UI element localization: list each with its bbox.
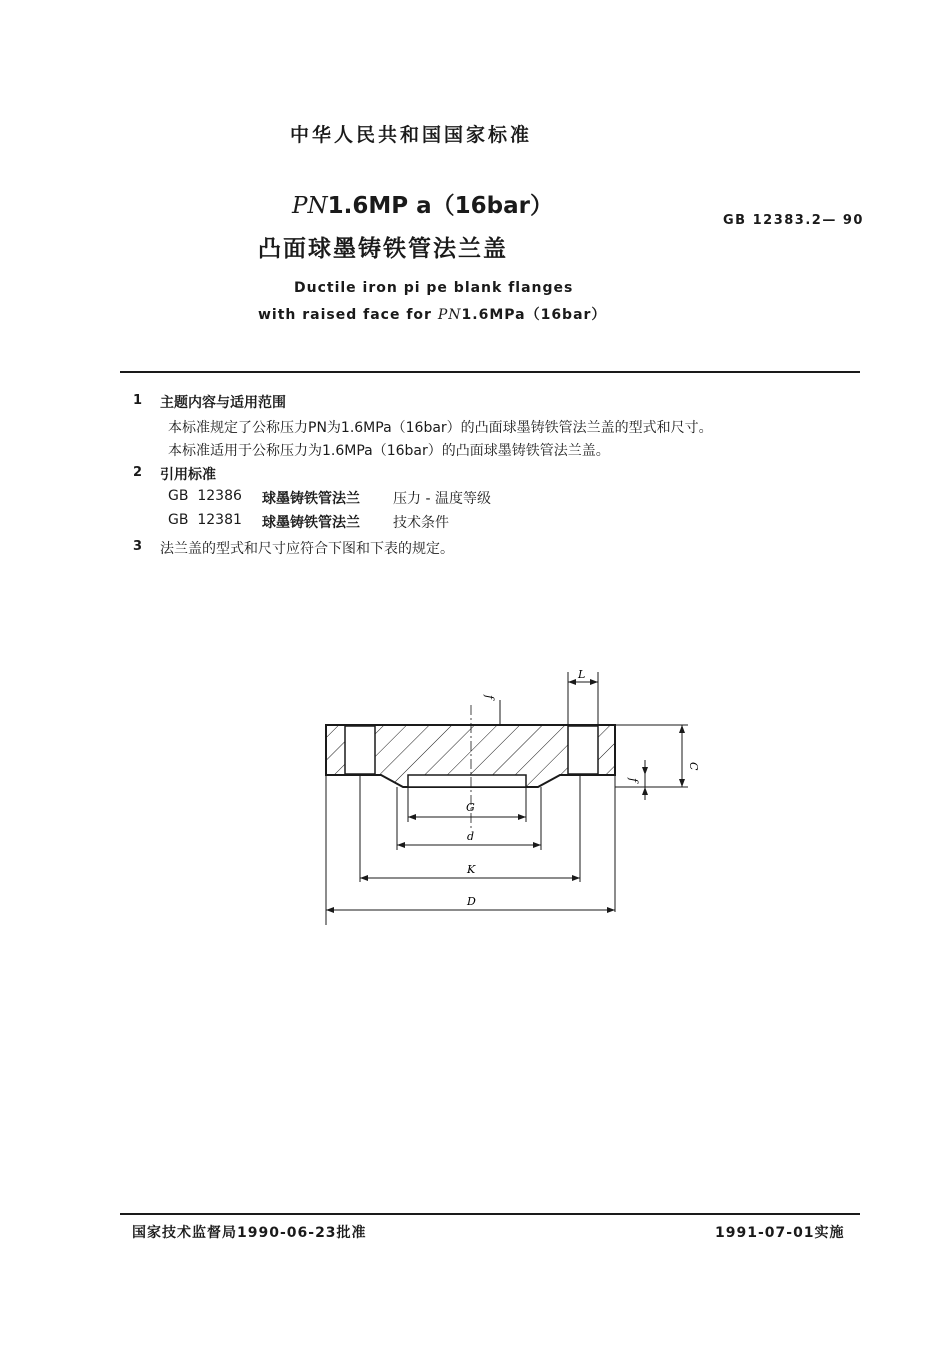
title-english-suffix: 1.6MPa（16bar） bbox=[461, 307, 607, 323]
reference-2-code: GB 12381 bbox=[168, 512, 242, 528]
dim-label-l: L bbox=[578, 668, 586, 681]
section-3-number: 3 bbox=[133, 539, 143, 554]
dim-label-f-top: f bbox=[483, 695, 496, 700]
title-english-pn: PN bbox=[437, 307, 462, 323]
title-english-prefix: with raised face for bbox=[258, 307, 438, 323]
reference-1-code: GB 12386 bbox=[168, 488, 242, 504]
title-english-line1: Ductile iron pi pe blank flanges bbox=[294, 280, 574, 296]
dim-label-d-small: d bbox=[467, 830, 475, 843]
approval-date: 国家技术监督局1990-06-23批准 bbox=[132, 1225, 367, 1241]
section-1-paragraph-2: 本标准适用于公称压力为1.6MPa（16bar）的凸面球墨铸铁管法兰盖。 bbox=[168, 443, 610, 459]
dim-label-g: G bbox=[466, 801, 475, 814]
title-pn: PN bbox=[292, 193, 328, 219]
bolt-hole-right bbox=[568, 726, 598, 774]
section-3-text: 法兰盖的型式和尺寸应符合下图和下表的规定。 bbox=[160, 541, 454, 557]
dim-label-c: C bbox=[687, 762, 700, 771]
reference-2-title: 球墨铸铁管法兰 bbox=[262, 515, 360, 531]
standard-number: GB 12383.2— 90 bbox=[723, 213, 864, 228]
reference-1-description: 压力 - 温度等级 bbox=[393, 491, 491, 507]
reference-1-title: 球墨铸铁管法兰 bbox=[262, 491, 360, 507]
section-2-heading: 引用标准 bbox=[160, 467, 216, 483]
publisher-line: 中华人民共和国国家标准 bbox=[290, 124, 533, 146]
section-1-number: 1 bbox=[133, 393, 143, 408]
dim-label-f-right: f bbox=[627, 778, 640, 783]
bolt-hole-left bbox=[345, 726, 375, 774]
section-1-heading: 主题内容与适用范围 bbox=[160, 395, 286, 411]
raised-face-recess bbox=[408, 775, 526, 787]
title-pressure-value: 1.6MP a（16bar） bbox=[327, 193, 553, 219]
dim-label-d-outer: D bbox=[467, 895, 476, 908]
footer-rule bbox=[120, 1213, 860, 1215]
section-2-number: 2 bbox=[133, 465, 143, 480]
effective-date: 1991-07-01实施 bbox=[715, 1225, 845, 1241]
dim-label-k: K bbox=[467, 863, 476, 876]
reference-2-description: 技术条件 bbox=[393, 515, 449, 531]
section-1-paragraph-1: 本标准规定了公称压力PN为1.6MPa（16bar）的凸面球墨铸铁管法兰盖的型式和尺寸。 bbox=[168, 420, 713, 436]
title-chinese: 凸面球墨铸铁管法兰盖 bbox=[258, 236, 508, 262]
